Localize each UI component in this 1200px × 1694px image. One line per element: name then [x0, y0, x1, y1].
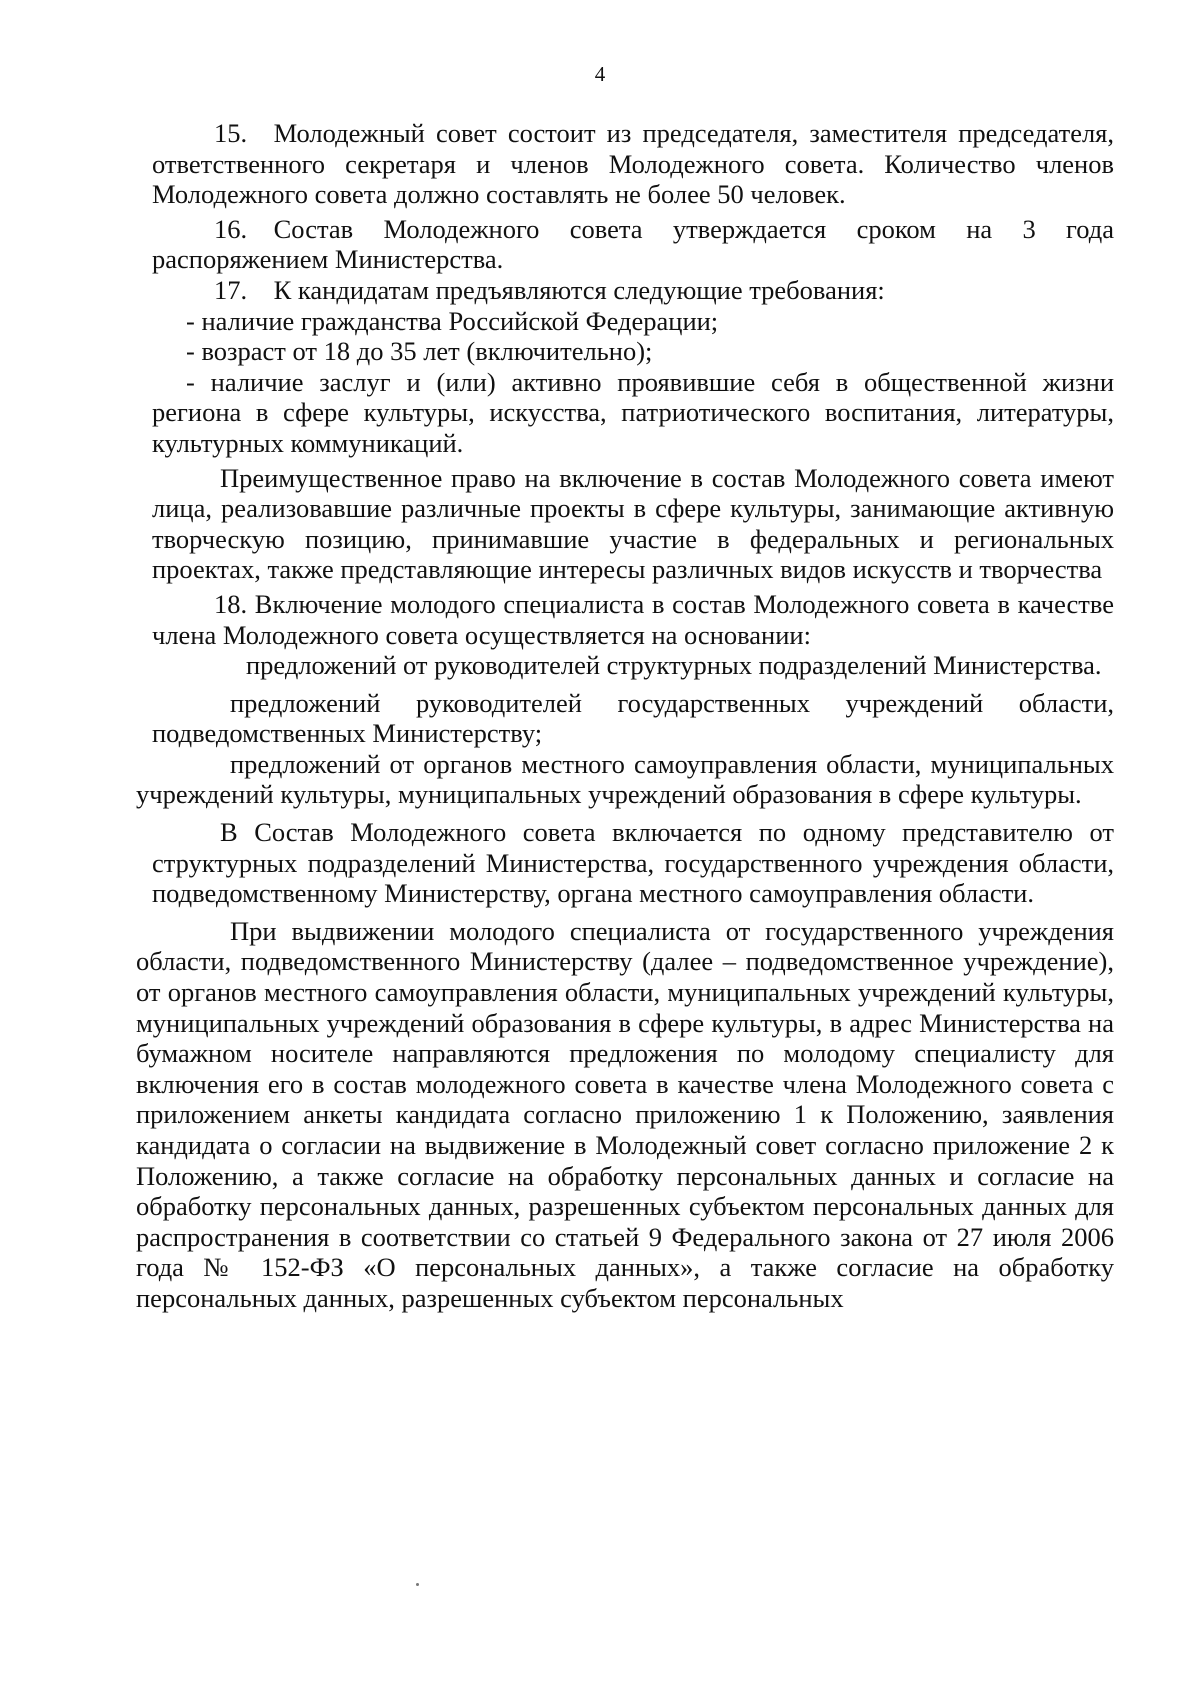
basis-structural-units: предложений от руководителей структурных подразделений Министерства.: [246, 650, 1102, 681]
requirement-age: - возраст от 18 до 35 лет (включительно);: [186, 336, 653, 367]
basis-state-institutions: предложений руководителей государственных учреждений области, подведомственных Министерству;: [152, 687, 1114, 749]
basis-local-government-wrapper: [136, 749, 1114, 810]
paragraph-nomination-wrapper: [136, 916, 1114, 1314]
scan-speck: [416, 1583, 419, 1586]
paragraph-nomination: При выдвижении молодого специалиста от государственного учреждения области, подведомственного Министерству (далее – подведомственное учреждение), от органов местного самоуправления области, муниципальных учреждений культуры, муниципальных учреждений образования в сфере культуры, в адрес Министерства на бумажном носителе направляются предложения по молодому специалисту для включения его в состав молодежного совета в качестве члена Молодежного совета с приложением анкеты кандидата согласно приложению 1 к Положению, заявления кандидата о согласии на выдвижение в Молодежный совет согласно приложение 2 к Положению, а также согласие на обработку персональных данных и согласие на обработку персональных данных, разрешенных субъектом персональных данных для распространения в соответствии со статьей 9 Федерального закона от 27 июля 2006 года № 152-ФЗ «О персональных данных», а также согласие на обработку персональных данных, разрешенных субъектом персональных: [136, 915, 1114, 1313]
paragraph-17: 17. К кандидатам предъявляются следующие требования:: [214, 274, 885, 305]
requirement-citizenship: - наличие гражданства Российской Федерации;: [186, 305, 719, 336]
paragraph-15: 15. Молодежный совет состоит из председателя, заместителя председателя, ответственного секретаря и членов Молодежного совета. Количество членов Молодежного совета должно составлять не более 50 человек.: [152, 118, 1114, 210]
paragraph-18: 18. Включение молодого специалиста в состав Молодежного совета в качестве члена Молодежного совета осуществляется на основании:: [152, 588, 1114, 650]
paragraph-composition: В Состав Молодежного совета включается по одному представителю от структурных подразделений Министерства, государственного учреждения области, подведомственному Министерству, органа местного самоуправления области.: [152, 817, 1114, 909]
paragraph-priority-right: Преимущественное право на включение в состав Молодежного совета имеют лица, реализовавшие различные проекты в сфере культуры, занимающие активную творческую позицию, принимавшие участие в федеральных и региональных проектах, также представляющие интересы различных видов искусств и творчества: [152, 462, 1114, 585]
requirement-merits: - наличие заслуг и (или) активно проявившие себя в общественной жизни региона в сфере культуры, искусства, патриотического воспитания, литературы, культурных коммуникаций.: [152, 366, 1114, 458]
paragraph-16: 16. Состав Молодежного совета утверждается сроком на 3 года распоряжением Министерства.: [152, 213, 1114, 275]
basis-local-government: предложений от органов местного самоуправления области, муниципальных учреждений культуры, муниципальных учреждений образования в сфере культуры.: [136, 748, 1114, 810]
page-number: 4: [594, 62, 606, 86]
document-body: [136, 118, 1114, 1314]
